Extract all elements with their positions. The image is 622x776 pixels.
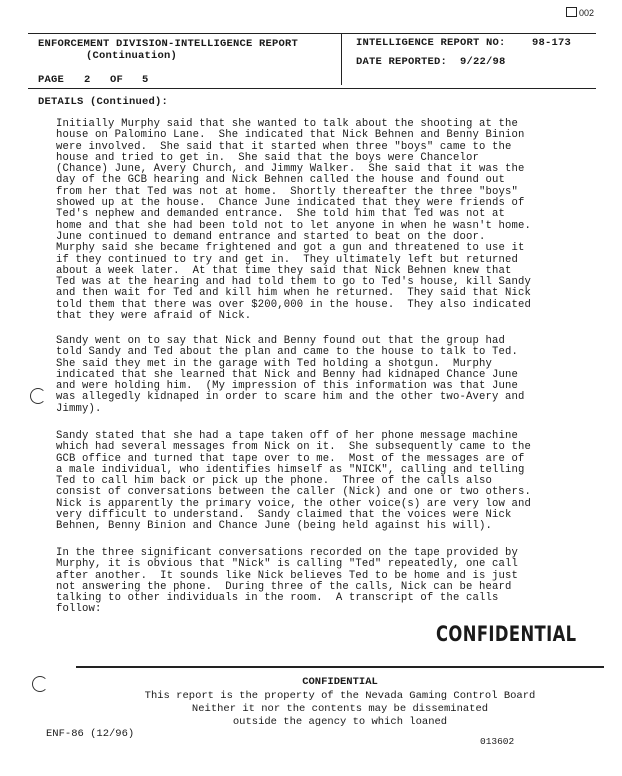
header-divider: [341, 33, 342, 85]
page-total: 5: [142, 74, 149, 86]
division-title: ENFORCEMENT DIVISION-INTELLIGENCE REPORT: [38, 38, 299, 50]
paragraph-shooting: [56, 119, 586, 322]
header-bottom-rule: [28, 88, 596, 89]
page-label: PAGE: [38, 74, 65, 86]
text-line: Behnen, Benny Binion and Chance June (being held against his will).: [56, 520, 492, 533]
text-line: Nick is apparently the primary voice, the other voice(s) are very low and: [56, 497, 532, 510]
text-line: Sandy stated that she had a tape taken off of her phone message machine: [56, 430, 519, 442]
text-line: Murphy said she became frightened and got a gun and threatened to use it: [56, 242, 525, 255]
text-line: follow:: [56, 603, 102, 616]
fax-page-marker: [566, 7, 594, 18]
paragraph-conversations: [56, 548, 586, 616]
header-top-rule: [28, 33, 596, 34]
text-line: house on Palomino Lane. She indicated that Nick Behnen and Benny Binion: [56, 129, 525, 142]
binder-hole-mark: [32, 676, 48, 692]
text-line: and then wait for Ted and kill him when he returned. They said that Nick: [56, 287, 532, 300]
text-line: Ted to call him back or pick up the phone. Three of the calls also: [56, 475, 492, 488]
footer-dissemination-notice: Neither it nor the contents may be disseminated: [191, 703, 489, 715]
text-line: told Sandy and Ted about the plan and came to the house to talk to Ted.: [56, 346, 519, 359]
text-line: (Chance) June, Avery Church, and Jimmy Walker. She said that it was the: [56, 163, 525, 176]
date-label: DATE REPORTED:: [356, 56, 448, 68]
form-number: ENF-86 (12/96): [46, 728, 135, 740]
text-line: if they continued to try and get in. They ultimately left but returned: [56, 253, 519, 266]
text-line: were involved. She said that it started when three "boys" came to the: [56, 140, 512, 153]
footer-rule: [76, 666, 604, 668]
text-line: Murphy, it is obvious that "Nick" is calling "Ted" repeatedly, one call: [56, 558, 519, 571]
text-line: She said they met in the garage with Ted holding a shotgun. Murphy: [56, 357, 492, 370]
text-line: June continued to demand entrance and started to beat on the door.: [56, 230, 486, 243]
text-line: Ted's nephew and demanded entrance. She told him that Ted was not at: [56, 208, 506, 221]
text-line: not answering the phone. During three of the calls, Nick can be heard: [56, 580, 512, 593]
text-line: very difficult to understand. Sandy claimed that the voices were Nick: [56, 509, 512, 522]
footer-agency-notice: outside the agency to which loaned: [232, 716, 448, 728]
text-line: told them that there was over $200,000 in the house. They also indicated: [56, 298, 532, 311]
text-line: from her that Ted was not at home. Shortly thereafter the three "boys": [56, 185, 519, 198]
text-line: which had several messages from Nick on it. She subsequently came to the: [56, 441, 532, 454]
page-number: 2: [84, 74, 91, 86]
text-line: house and tried to get in. She said that the boys were Chancelor: [56, 151, 479, 164]
report-no-label: INTELLIGENCE REPORT NO:: [356, 37, 506, 49]
text-line: talking to other individuals in the room. A transcript of the calls: [56, 592, 499, 605]
footer-property-notice: This report is the property of the Nevada Gaming Control Board: [144, 690, 536, 702]
paragraph-tape: [56, 431, 586, 533]
text-line: and were holding him. (My impression of this information was that June: [56, 380, 519, 393]
text-line: Sandy went on to say that Nick and Benny found out that the group had: [56, 335, 506, 347]
text-line: GCB office and turned that tape over to me. Most of the messages are of: [56, 452, 525, 465]
text-line: Ted was at the hearing and had told them to go to Ted's house, kill Sandy: [56, 276, 532, 289]
binder-hole-mark: [30, 388, 46, 404]
text-line: after another. It sounds like Nick believes Ted to be home and is just: [56, 569, 519, 582]
text-line: showed up at the house. Chance June indicated that they were friends of: [56, 197, 525, 210]
text-line: was allegedly kidnaped in order to scare him and the other two-Avery and: [56, 391, 525, 404]
footer-confidential: CONFIDENTIAL: [302, 676, 378, 688]
report-no-value: 98-173: [532, 37, 572, 49]
text-line: that they were afraid of Nick.: [56, 310, 252, 323]
text-line: day of the GCB hearing and Nick Behnen called the house and found out: [56, 174, 506, 187]
details-heading: DETAILS (Continued):: [38, 96, 169, 108]
text-line: In the three significant conversations recorded on the tape provided by: [56, 547, 519, 559]
text-line: consist of conversations between the caller (Nick) and one or two others.: [56, 486, 532, 499]
text-line: about a week later. At that time they said that Nick Behnen knew that: [56, 264, 512, 277]
confidential-stamp: CONFIDENTIAL: [436, 622, 577, 646]
text-line: a male individual, who identifies himself as "NICK", calling and telling: [56, 463, 525, 476]
of-label: OF: [110, 74, 124, 86]
text-line: home and that she had been told not to let anyone in when he wasn't home.: [56, 219, 532, 232]
continuation-label: (Continuation): [86, 50, 178, 62]
document-number: 013602: [480, 736, 515, 747]
date-value: 9/22/98: [460, 56, 506, 68]
text-line: Jimmy).: [56, 402, 102, 415]
text-line: Initially Murphy said that she wanted to talk about the shooting at the: [56, 118, 519, 130]
paragraph-garage-meeting: [56, 336, 586, 415]
fax-page-number: 002: [578, 8, 594, 18]
fax-icon: [566, 7, 577, 17]
text-line: indicated that she learned that Nick and Benny had kidnaped Chance June: [56, 368, 519, 381]
